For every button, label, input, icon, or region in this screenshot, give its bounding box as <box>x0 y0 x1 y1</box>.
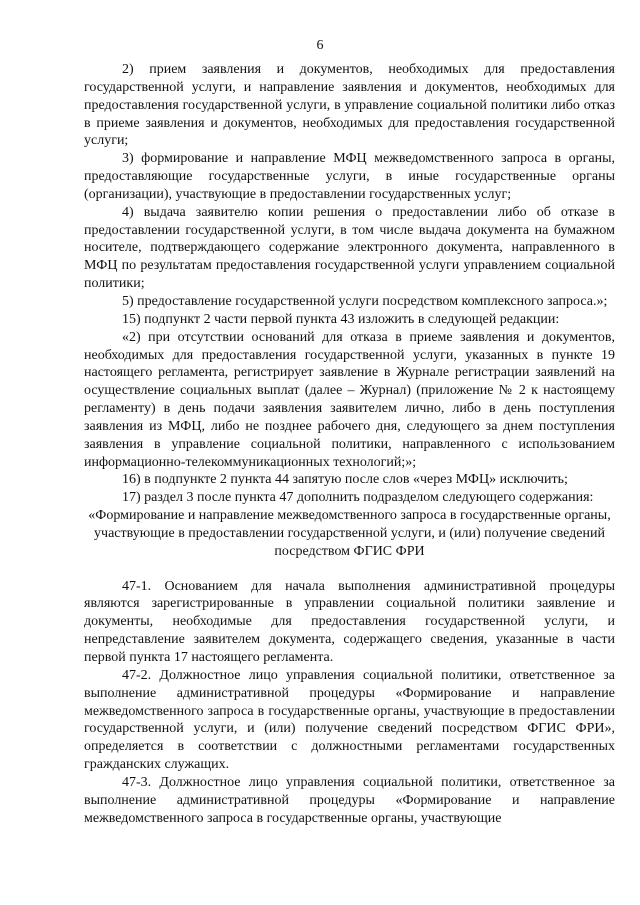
blank-line <box>84 561 615 578</box>
clause-47-3: 47-3. Должностное лицо управления социальной политики, ответственное за выполнение административной процедуры «Формирование и направление межведомственного запроса в государственные органы, участвующие <box>84 774 615 826</box>
document-body <box>84 61 615 827</box>
page-number: 6 <box>316 38 324 53</box>
amendment-15: 15) подпункт 2 части первой пункта 43 изложить в следующей редакции: <box>122 311 560 327</box>
clause-47-2: 47-2. Должностное лицо управления социальной политики, ответственное за выполнение административной процедуры «Формирование и направление межведомственного запроса в государственные органы, участвующие в предоставлении государственной услуги, и (или) получение сведений посредством ФГИС ФРИ», определяется в соответствии с должностными регламентами государственных гражданских служащих. <box>84 667 615 773</box>
amendment-16: 16) в подпункте 2 пункта 44 запятую после слов «через МФЦ» исключить; <box>122 472 568 488</box>
list-item-3: 3) формирование и направление МФЦ межведомственного запроса в органы, предоставляющие государственные услуги, в иные государственные органы (организации), участвующие в предоставлении государственных услуг; <box>84 151 615 202</box>
list-item-4: 4) выдача заявителю копии решения о предоставлении либо об отказе в предоставлении государственной услуги, в том числе выдача документа на бумажном носителе, подтверждающего содержание электронного документа, направленного в МФЦ по результатам предоставления государственной услуги управлением социальной политики; <box>84 204 615 292</box>
list-item-2: 2) прием заявления и документов, необходимых для предоставления государственной услуги, и направление заявления и документов, необходимых для предоставления государственной услуги, в управление социальной политики либо отказ в приеме заявления и документов, необходимых для предоставления государственной услуги; <box>84 62 615 149</box>
list-item-5: 5) предоставление государственной услуги посредством комплексного запроса.»; <box>122 293 608 309</box>
amendment-15-text: «2) при отсутствии оснований для отказа в приеме заявления и документов, необходимых для предоставления государственной услуги, указанных в пункте 19 настоящего регламента, регистрирует заявление в Журнале регистрации заявлений на осуществление социальных выплат (далее – Журнал) (приложение № 2 к настоящему регламенту) в день подачи заявления заявителем лично, либо в день поступления заявления из МФЦ, либо не позднее рабочего дня, следующего за днем поступления заявления в управление социальной политики, направленного с использованием информационно-телекоммуникационных технологий;»; <box>84 329 615 470</box>
clause-47-1: 47-1. Основанием для начала выполнения административной процедуры являются зарегистрированные в управлении социальной политики заявление и документы, необходимые для предоставления государственной услуги, и непредставление заявителем документа, содержащего сведения, указанные в части первой пункта 17 настоящего регламента. <box>84 578 615 665</box>
amendment-17: 17) раздел 3 после пункта 47 дополнить подразделом следующего содержания: <box>122 490 594 506</box>
section-heading: «Формирование и направление межведомственного запроса в государственные органы, участвующие в предоставлении государственной услуги, и (или) получение сведений посредством ФГИС ФРИ <box>88 508 611 559</box>
